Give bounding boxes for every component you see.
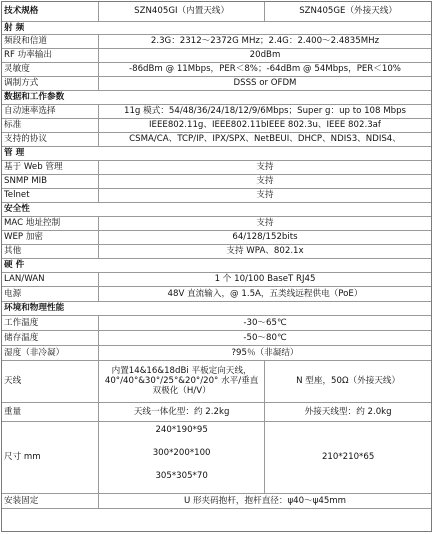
section-environment <box>2 301 431 315</box>
weight-integrated: 天线一体化型：约 2.2kg <box>99 402 265 421</box>
row-value: -30～65℃ <box>99 315 432 330</box>
section-title: 安全性 <box>2 202 431 216</box>
spec-row <box>2 272 431 286</box>
row-label: Telnet <box>2 188 99 202</box>
size-value: 240*190*95 <box>155 424 208 435</box>
size-row <box>2 421 431 493</box>
row-label: MAC 地址控制 <box>2 216 99 230</box>
header-label: 技术规格 <box>2 2 99 21</box>
spec-sheet <box>1 1 432 532</box>
antenna-external: N 型座，50Ω（外接天线） <box>265 360 431 402</box>
antenna-row <box>2 360 431 402</box>
row-value: U 形夹码抱杆，抱杆直径：ψ40～ψ45mm <box>99 493 432 508</box>
row-value: -86dBm @ 11Mbps，PER＜8%；-64dBm @ 54Mbps，PER＜10% <box>99 62 432 76</box>
spec-row <box>2 132 431 146</box>
row-value: 支持 <box>99 188 432 202</box>
spec-row <box>2 230 431 244</box>
row-label: LAN/WAN <box>2 272 99 286</box>
section-data <box>2 90 431 104</box>
row-label: 基于 Web 管理 <box>2 160 99 174</box>
size-value: 300*200*100 <box>152 447 211 458</box>
row-value: 支持 WPA、802.1x <box>99 244 432 258</box>
antenna-internal: 内置14&16&18dBi 平板定向天线，40°/40°&30°/25°&20°/20° 水平/垂直双极化（H/V） <box>99 360 265 402</box>
spec-row <box>2 174 431 188</box>
row-label: 支持的协议 <box>2 132 99 146</box>
section-rf <box>2 21 431 34</box>
row-label: 重量 <box>2 402 99 421</box>
row-label: 储存温度 <box>2 330 99 345</box>
header-model-ge: SZN405GE（外接天线） <box>265 2 431 21</box>
row-value: 20dBm <box>99 48 432 62</box>
size-external: 210*210*65 <box>265 421 431 493</box>
row-value: DSSS or OFDM <box>99 76 432 90</box>
section-security <box>2 202 431 216</box>
row-label: 尺寸 mm <box>2 421 99 493</box>
section-hardware <box>2 258 431 272</box>
spec-row <box>2 315 431 330</box>
row-label: 调制方式 <box>2 76 99 90</box>
section-title: 射 频 <box>2 21 431 34</box>
row-value: 48V 直流输入，@ 1.5A，五类线远程供电（PoE） <box>99 286 432 301</box>
spec-row <box>2 118 431 132</box>
row-value: 1 个 10/100 BaseT RJ45 <box>99 272 432 286</box>
spec-row <box>2 188 431 202</box>
spec-row <box>2 286 431 301</box>
spec-table <box>2 2 431 509</box>
section-management <box>2 146 431 160</box>
spec-row <box>2 160 431 174</box>
section-title: 硬 件 <box>2 258 431 272</box>
header-model-gi: SZN405GI（内置天线） <box>99 2 265 21</box>
row-label: 频段和信道 <box>2 34 99 48</box>
row-label: RF 功率输出 <box>2 48 99 62</box>
row-value: CSMA/CA、TCP/IP、IPX/SPX、NetBEUI、DHCP、NDIS3、NDIS4、 <box>99 132 432 146</box>
section-title: 管 理 <box>2 146 431 160</box>
row-value: IEEE802.11g、IEEE802.11bIEEE 802.3u、IEEE 802.3af <box>99 118 432 132</box>
spec-row <box>2 34 431 48</box>
spec-row <box>2 216 431 230</box>
row-label: 工作温度 <box>2 315 99 330</box>
spec-row <box>2 76 431 90</box>
spec-row <box>2 330 431 345</box>
row-value: ?95％（非凝结） <box>99 345 432 360</box>
spec-row <box>2 48 431 62</box>
row-value: 2.3G：2312～2372G MHz；2.4G：2.400～2.4835MHz <box>99 34 432 48</box>
row-label: 天线 <box>2 360 99 402</box>
header-row <box>2 2 431 21</box>
row-label: 自动速率选择 <box>2 104 99 118</box>
row-label: 安装固定 <box>2 493 99 508</box>
spec-row <box>2 62 431 76</box>
size-integrated <box>99 421 265 493</box>
row-value: 64/128/152bits <box>99 230 432 244</box>
row-value: 支持 <box>99 160 432 174</box>
spec-row <box>2 345 431 360</box>
section-title: 环境和物理性能 <box>2 301 431 315</box>
row-label: 灵敏度 <box>2 62 99 76</box>
row-label: 湿度（非冷凝） <box>2 345 99 360</box>
row-label: 标准 <box>2 118 99 132</box>
row-value: 支持 <box>99 174 432 188</box>
spec-row <box>2 104 431 118</box>
row-label: 电源 <box>2 286 99 301</box>
row-label: WEP 加密 <box>2 230 99 244</box>
size-value: 305*305*70 <box>155 470 208 481</box>
mount-row <box>2 493 431 508</box>
row-value: 支持 <box>99 216 432 230</box>
spec-row <box>2 244 431 258</box>
row-label: 其他 <box>2 244 99 258</box>
section-title: 数据和工作参数 <box>2 90 431 104</box>
row-value: -50～80℃ <box>99 330 432 345</box>
row-label: SNMP MIB <box>2 174 99 188</box>
row-value: 11g 模式：54/48/36/24/18/12/9/6Mbps；Super g：up to 108 Mbps <box>99 104 432 118</box>
weight-external: 外接天线型：约 2.0kg <box>265 402 431 421</box>
weight-row <box>2 402 431 421</box>
